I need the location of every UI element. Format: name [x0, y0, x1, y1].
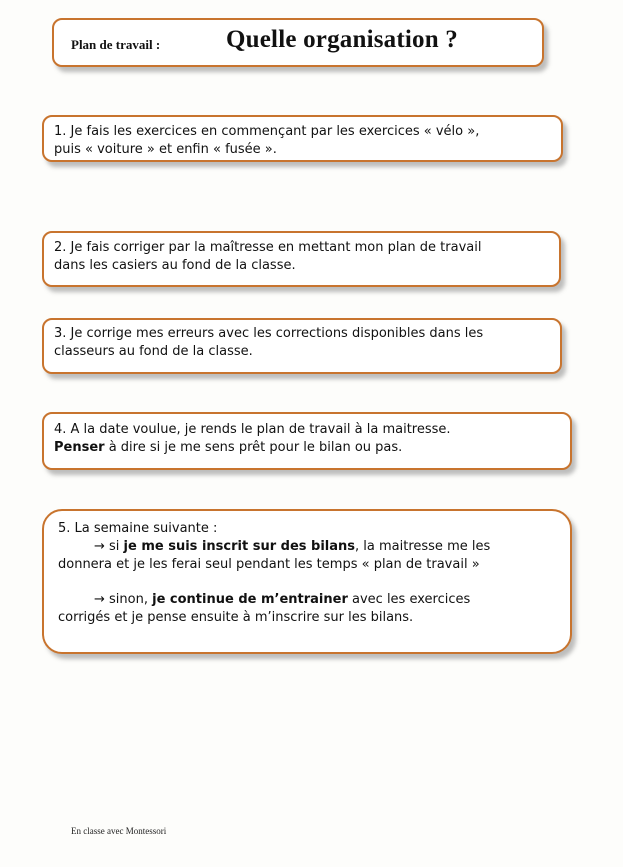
step-3-box [42, 318, 562, 374]
arrow-icon: → sinon, [94, 592, 153, 607]
step-3-line-1: 3. Je corrige mes erreurs avec les corrections disponibles dans les [54, 326, 484, 341]
step-4-line-1: 4. A la date voulue, je rends le plan de travail à la maitresse. [54, 422, 451, 437]
title-box [52, 18, 544, 67]
step-5-option-b-rest: avec les exercices [347, 592, 471, 607]
footer-credit: En classe avec Montessori [71, 826, 167, 836]
step-3-line-2: classeurs au fond de la classe. [54, 344, 253, 359]
step-4-rest: à dire si je me sens prêt pour le bilan ou pas. [104, 440, 403, 455]
step-5-option-a-bold: je me suis inscrit sur des bilans [123, 539, 356, 554]
step-2-line-2: dans les casiers au fond de la classe. [54, 258, 296, 273]
step-5-option-b-bold: je continue de m’entrainer [152, 592, 348, 607]
step-2-box [42, 231, 561, 287]
step-2-line-1: 2. Je fais corriger par la maîtresse en mettant mon plan de travail [54, 240, 482, 255]
step-5-option-a [58, 538, 570, 556]
step-5-option-b-line-2: corrigés et je pense ensuite à m’inscrire sur les bilans. [58, 610, 414, 625]
step-4-line-2 [54, 439, 570, 457]
step-5-box [42, 509, 572, 654]
step-1-line-2: puis « voiture » et enfin « fusée ». [54, 142, 277, 157]
step-5-option-a-line-2: donnera et je les ferai seul pendant les temps « plan de travail » [58, 557, 480, 572]
step-4-bold: Penser [54, 440, 105, 455]
step-1-box [42, 115, 563, 162]
step-5-option-b [58, 591, 570, 609]
step-1-line-1: 1. Je fais les exercices en commençant par les exercices « vélo », [54, 124, 480, 139]
arrow-icon: → si [94, 539, 124, 554]
spacer [58, 574, 570, 591]
step-5-intro: 5. La semaine suivante : [58, 521, 218, 536]
plan-label: Plan de travail : [71, 37, 161, 52]
step-5-option-a-rest: , la maitresse me les [355, 539, 491, 554]
page-title: Quelle organisation ? [226, 26, 458, 53]
step-4-box [42, 412, 572, 470]
